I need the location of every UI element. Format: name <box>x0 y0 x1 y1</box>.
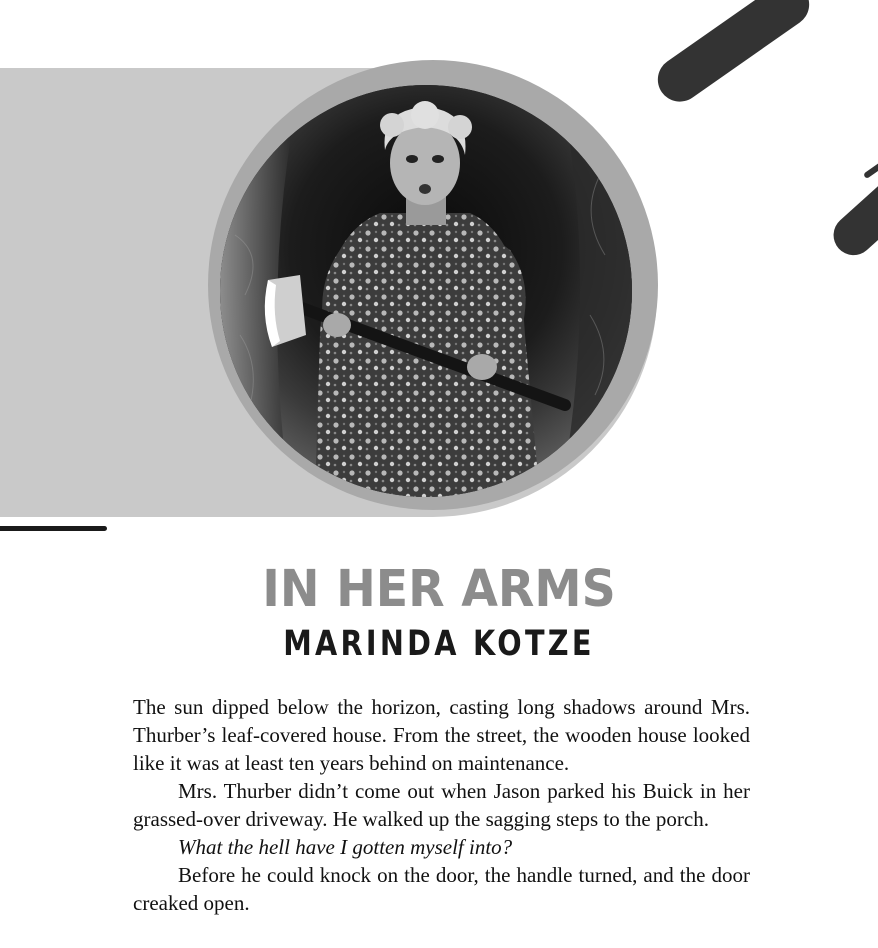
paragraph: Mrs. Thurber didn’t come out when Jason parked his Buick in her grassed-over driveway. He walked up the sagging steps to the porch. <box>133 779 750 831</box>
paragraph-italic-thought: What the hell have I gotten myself into? <box>178 835 513 859</box>
old-woman-with-axe-illustration <box>220 85 632 497</box>
decorative-stroke <box>863 157 878 179</box>
paragraph: The sun dipped below the horizon, casting long shadows around Mrs. Thurber’s leaf-covered house. From the street, the wooden house looked like it was at least ten years behind on maintenance. <box>133 695 750 775</box>
accent-bar <box>0 526 107 531</box>
story-body <box>133 693 750 917</box>
decorative-stroke <box>649 0 818 110</box>
author-name: MARINDA KOTZE <box>283 624 595 664</box>
decorative-stroke <box>825 147 878 264</box>
story-title: IN HER ARMS <box>262 560 616 619</box>
paragraph: Before he could knock on the door, the handle turned, and the door creaked open. <box>133 863 750 915</box>
